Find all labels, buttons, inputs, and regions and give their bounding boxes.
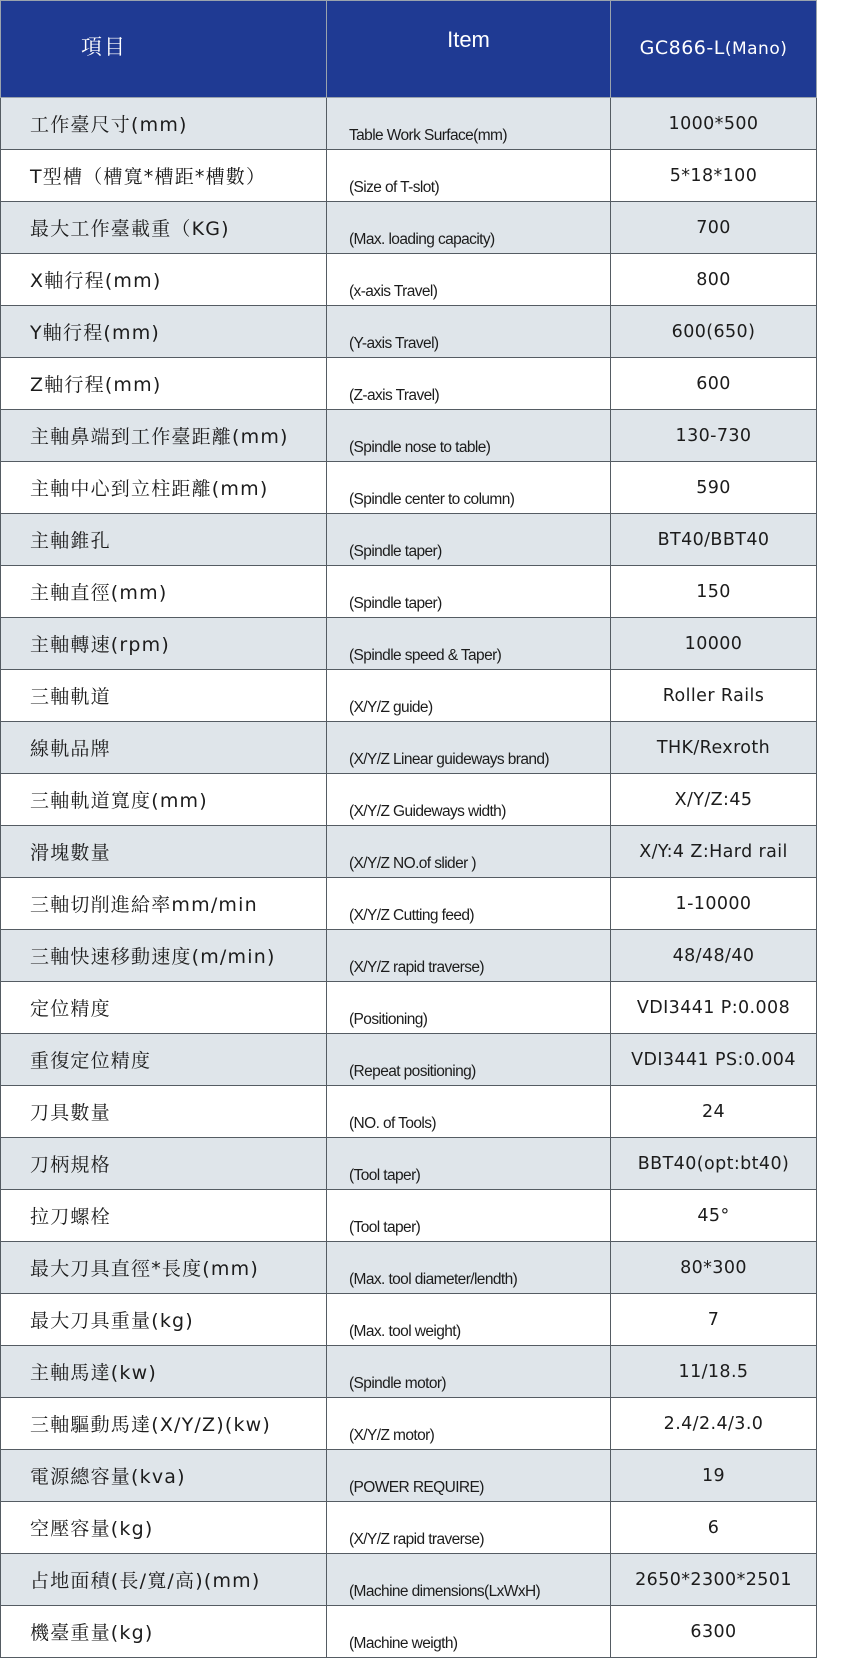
header-en-cell xyxy=(327,1,611,98)
spec-value: 150 xyxy=(611,566,817,618)
spec-label-en: (Tool taper) xyxy=(327,1190,611,1242)
spec-row xyxy=(1,254,817,306)
spec-label-en: (Spindle motor) xyxy=(327,1346,611,1398)
spec-label-en: (Max. tool weight) xyxy=(327,1294,611,1346)
header-cn-cell xyxy=(1,1,327,98)
header-model-wrap xyxy=(611,1,816,59)
spec-label-en: (X/Y/Z guide) xyxy=(327,670,611,722)
spec-value: 130-730 xyxy=(611,410,817,462)
spec-value: VDI3441 PS:0.004 xyxy=(611,1034,817,1086)
header-cn-label: 項目 xyxy=(81,35,127,59)
spec-row xyxy=(1,878,817,930)
spec-value: 7 xyxy=(611,1294,817,1346)
spec-value: 19 xyxy=(611,1450,817,1502)
spec-value: BT40/BBT40 xyxy=(611,514,817,566)
header-en-label: Item xyxy=(447,27,490,52)
spec-label-cn: 占地面積(長/寬/高)(mm) xyxy=(1,1554,327,1606)
spec-row xyxy=(1,670,817,722)
spec-value: Roller Rails xyxy=(611,670,817,722)
spec-value: 45° xyxy=(611,1190,817,1242)
spec-label-en: (X/Y/Z Linear guideways brand) xyxy=(327,722,611,774)
spec-label-cn: X軸行程(mm) xyxy=(1,254,327,306)
spec-value: 600 xyxy=(611,358,817,410)
spec-row xyxy=(1,930,817,982)
spec-label-cn: 機臺重量(kg) xyxy=(1,1606,327,1658)
spec-label-en: (Tool taper) xyxy=(327,1138,611,1190)
spec-label-cn: 最大刀具直徑*長度(mm) xyxy=(1,1242,327,1294)
spec-label-cn: 滑塊數量 xyxy=(1,826,327,878)
spec-label-cn: 拉刀螺栓 xyxy=(1,1190,327,1242)
spec-label-en: (Repeat positioning) xyxy=(327,1034,611,1086)
spec-label-cn: 重復定位精度 xyxy=(1,1034,327,1086)
spec-value: 2650*2300*2501 xyxy=(611,1554,817,1606)
spec-label-cn: 刀具數量 xyxy=(1,1086,327,1138)
spec-label-en: (Spindle taper) xyxy=(327,566,611,618)
spec-value: 5*18*100 xyxy=(611,150,817,202)
spec-row xyxy=(1,98,817,150)
header-model-sub: (Mano) xyxy=(724,39,788,59)
spec-row xyxy=(1,202,817,254)
spec-label-en: (Spindle speed & Taper) xyxy=(327,618,611,670)
spec-label-en: (x-axis Travel) xyxy=(327,254,611,306)
spec-label-en: (Y-axis Travel) xyxy=(327,306,611,358)
spec-label-en: (X/Y/Z Guideways width) xyxy=(327,774,611,826)
spec-row xyxy=(1,1242,817,1294)
spec-label-cn: 線軌品牌 xyxy=(1,722,327,774)
spec-value: THK/Rexroth xyxy=(611,722,817,774)
spec-value: 700 xyxy=(611,202,817,254)
spec-label-en: (X/Y/Z rapid traverse) xyxy=(327,930,611,982)
spec-row xyxy=(1,410,817,462)
spec-label-en: (Spindle center to column) xyxy=(327,462,611,514)
spec-label-en: (Machine weigth) xyxy=(327,1606,611,1658)
spec-label-cn: 三軸軌道 xyxy=(1,670,327,722)
spec-row xyxy=(1,982,817,1034)
spec-value: 1000*500 xyxy=(611,98,817,150)
spec-row xyxy=(1,306,817,358)
spec-label-en: (X/Y/Z NO.of slider ) xyxy=(327,826,611,878)
spec-label-en: (Max. tool diameter/lendth) xyxy=(327,1242,611,1294)
spec-label-cn: 空壓容量(kg) xyxy=(1,1502,327,1554)
spec-label-cn: 工作臺尺寸(mm) xyxy=(1,98,327,150)
spec-row xyxy=(1,1398,817,1450)
spec-label-en: (X/Y/Z motor) xyxy=(327,1398,611,1450)
spec-row xyxy=(1,566,817,618)
spec-label-cn: 最大刀具重量(kg) xyxy=(1,1294,327,1346)
spec-label-cn: 主軸中心到立柱距離(mm) xyxy=(1,462,327,514)
spec-label-cn: 三軸快速移動速度(m/min) xyxy=(1,930,327,982)
spec-value: BBT40(opt:bt40) xyxy=(611,1138,817,1190)
spec-label-cn: 主軸馬達(kw) xyxy=(1,1346,327,1398)
spec-label-en: (POWER REQUIRE) xyxy=(327,1450,611,1502)
spec-label-en: Table Work Surface(mm) xyxy=(327,98,611,150)
spec-body xyxy=(1,98,817,1658)
spec-value: 80*300 xyxy=(611,1242,817,1294)
spec-value: VDI3441 P:0.008 xyxy=(611,982,817,1034)
spec-value: 6 xyxy=(611,1502,817,1554)
spec-value: 6300 xyxy=(611,1606,817,1658)
spec-label-cn: 三軸軌道寬度(mm) xyxy=(1,774,327,826)
spec-row xyxy=(1,1346,817,1398)
spec-label-cn: Z軸行程(mm) xyxy=(1,358,327,410)
spec-value: 48/48/40 xyxy=(611,930,817,982)
spec-row xyxy=(1,1450,817,1502)
spec-value: X/Y/Z:45 xyxy=(611,774,817,826)
spec-label-cn: 最大工作臺載重（KG) xyxy=(1,202,327,254)
spec-label-en: (Z-axis Travel) xyxy=(327,358,611,410)
spec-label-cn: 主軸轉速(rpm) xyxy=(1,618,327,670)
spec-row xyxy=(1,618,817,670)
spec-label-en: (Size of T-slot) xyxy=(327,150,611,202)
spec-row xyxy=(1,150,817,202)
spec-label-en: (Spindle nose to table) xyxy=(327,410,611,462)
spec-value: 1-10000 xyxy=(611,878,817,930)
spec-value: 800 xyxy=(611,254,817,306)
spec-row xyxy=(1,1034,817,1086)
spec-label-cn: 主軸鼻端到工作臺距離(mm) xyxy=(1,410,327,462)
spec-value: X/Y:4 Z:Hard rail xyxy=(611,826,817,878)
spec-label-en: (X/Y/Z rapid traverse) xyxy=(327,1502,611,1554)
spec-label-cn: 主軸錐孔 xyxy=(1,514,327,566)
spec-label-cn: T型槽（槽寬*槽距*槽數） xyxy=(1,150,327,202)
spec-value: 590 xyxy=(611,462,817,514)
spec-value: 10000 xyxy=(611,618,817,670)
spec-label-cn: 定位精度 xyxy=(1,982,327,1034)
spec-label-cn: 電源總容量(kva) xyxy=(1,1450,327,1502)
spec-label-cn: 主軸直徑(mm) xyxy=(1,566,327,618)
spec-value: 11/18.5 xyxy=(611,1346,817,1398)
spec-label-cn: 三軸切削進給率mm/min xyxy=(1,878,327,930)
spec-row xyxy=(1,826,817,878)
header-model-label: GC866-L xyxy=(639,37,725,59)
spec-value: 24 xyxy=(611,1086,817,1138)
spec-row xyxy=(1,514,817,566)
spec-value: 2.4/2.4/3.0 xyxy=(611,1398,817,1450)
spec-label-en: (NO. of Tools) xyxy=(327,1086,611,1138)
spec-row xyxy=(1,1190,817,1242)
spec-label-en: (X/Y/Z Cutting feed) xyxy=(327,878,611,930)
spec-label-en: (Positioning) xyxy=(327,982,611,1034)
spec-label-cn: 三軸驅動馬達(X/Y/Z)(kw) xyxy=(1,1398,327,1450)
spec-row xyxy=(1,1554,817,1606)
spec-row xyxy=(1,1606,817,1658)
spec-row xyxy=(1,1086,817,1138)
spec-label-en: (Max. loading capacity) xyxy=(327,202,611,254)
spec-row xyxy=(1,358,817,410)
header-row xyxy=(1,1,817,98)
spec-label-en: (Spindle taper) xyxy=(327,514,611,566)
spec-value: 600(650) xyxy=(611,306,817,358)
header-model-cell xyxy=(611,1,817,98)
spec-row xyxy=(1,462,817,514)
spec-row xyxy=(1,1502,817,1554)
spec-label-cn: Y軸行程(mm) xyxy=(1,306,327,358)
spec-row xyxy=(1,722,817,774)
spec-row xyxy=(1,774,817,826)
spec-label-en: (Machine dimensions(LxWxH) xyxy=(327,1554,611,1606)
spec-label-cn: 刀柄規格 xyxy=(1,1138,327,1190)
spec-row xyxy=(1,1294,817,1346)
spec-row xyxy=(1,1138,817,1190)
